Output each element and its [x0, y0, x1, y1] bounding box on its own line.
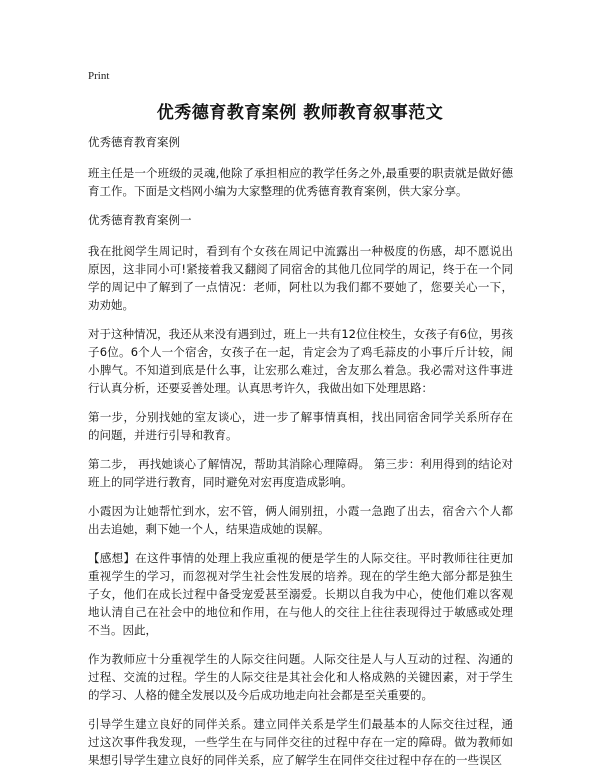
section-heading: 优秀德育教育案例: [88, 135, 180, 149]
body-paragraph: 第二步， 再找她谈心了解情况，帮助其消除心理障碍。 第三步：利用得到的结论对班上的同学进行教育，同时避免对宏再度造成影响。: [88, 457, 513, 489]
intro-paragraph: 班主任是一个班级的灵魂,他除了承担相应的教学任务之外,最重要的职责就是做好德育工作。下面是文档网小编为大家整理的优秀德育教育案例，供大家分享。: [88, 166, 513, 198]
reflection-paragraph: 【感想】在这件事情的处理上我应重视的便是学生的人际交往。平时教师往往更加重视学生的学习，而忽视对学生社会性发展的培养。现在的学生绝大部分都是独生子女，他们在成长过程中备受宠爱甚至溺爱。长期以自我为中心，使他们难以客观地认清自己在社会中的地位和作用，在与他人的交往上往往表现得过于敏感或处理不当。因此，: [88, 551, 513, 637]
body-paragraph: 小霞因为让她帮忙到水，宏不管，俩人闹别扭，小霞一急跑了出去，宿舍六个人都出去追她，剩下她一个人，结果造成她的误解。: [88, 504, 513, 536]
case-heading: 优秀德育教育案例一: [88, 213, 192, 227]
body-paragraph: 第一步，分别找她的室友谈心，进一步了解事情真相，找出同宿舍同学关系所存在的问题，并进行引导和教育。: [88, 410, 513, 442]
body-paragraph: 对于这种情况，我还从来没有遇到过，班上一共有12位住校生，女孩子有6位，男孩子6位。6个人一个宿舍，女孩子在一起，肯定会为了鸡毛蒜皮的小事斤斤计较，闹小脾气。不知道到底是什么事，让宏那么难过，舍友那么着急。我必需对这件事进行认真分析，还要妥善处理。认真思考许久，我做出如下处理思路：: [88, 327, 513, 395]
document-body: [88, 133, 513, 776]
body-paragraph: 作为教师应十分重视学生的人际交往问题。人际交往是人与人互动的过程、沟通的过程、交流的过程。学生的人际交往是其社会化和人格成熟的关键因素，对于学生的学习、人格的健全发展以及今后成功地走向社会都是至关重要的。: [88, 652, 513, 702]
document-title: 优秀德育教育案例 教师教育叙事范文: [156, 103, 444, 123]
print-label: Print: [88, 70, 110, 82]
body-paragraph: 我在批阅学生周记时，看到有个女孩在周记中流露出一种极度的伤感，却不愿说出原因，这非同小可!紧接着我又翻阅了同宿舍的其他几位同学的周记，终于在一个同学的周记中了解到了一点情况：老师，阿杜以为我们都不要她了，您要关心一下，劝劝她。: [88, 244, 513, 312]
body-paragraph: 引导学生建立良好的同伴关系。建立同伴关系是学生们最基本的人际交往过程，通过这次事件我发现，一些学生在与同伴交往的过程中存在一定的障碍。做为教师如果想引导学生建立良好的同伴关系，应了解学生在同伴交往过程中存在的一些误区: [88, 717, 513, 767]
